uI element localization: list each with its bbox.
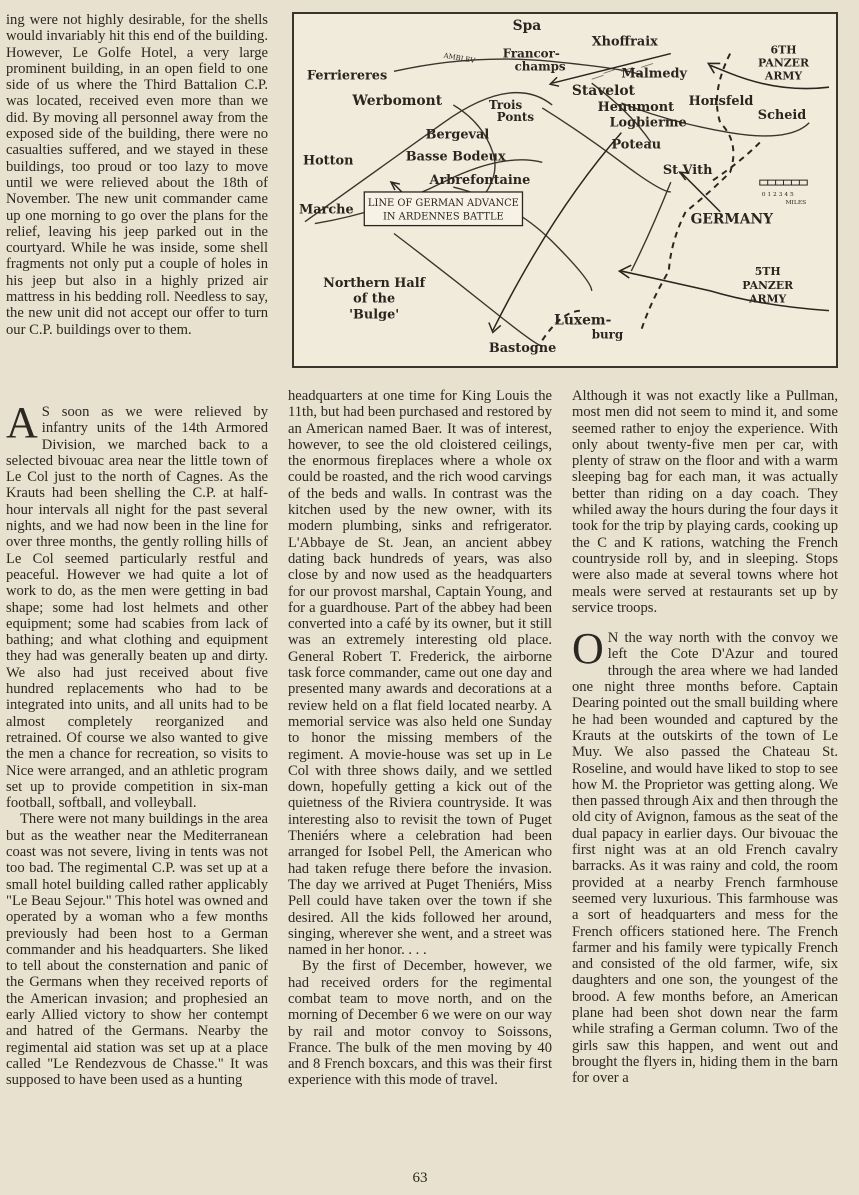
place-logbierme: Logbierme bbox=[609, 115, 687, 131]
army-5th-2: PANZER bbox=[742, 278, 794, 292]
place-bassebodeux: Basse Bodeux bbox=[405, 149, 506, 165]
place-francorchamps-2: champs bbox=[514, 59, 566, 74]
scale-bar bbox=[760, 180, 807, 185]
place-hotton: Hotton bbox=[302, 153, 354, 169]
place-bergeval: Bergeval bbox=[425, 127, 490, 143]
place-troisponts-1: Trois bbox=[488, 97, 523, 112]
page-number: 63 bbox=[412, 1170, 428, 1186]
bulge-label-2: of the bbox=[353, 291, 396, 307]
place-francorchamps-1: Francor- bbox=[502, 46, 560, 61]
place-ferrieres: Ferriereres bbox=[306, 68, 388, 84]
column-1-top bbox=[6, 12, 268, 338]
place-xhoffraix: Xhoffraix bbox=[591, 34, 658, 50]
place-malmedy: Malmedy bbox=[621, 66, 687, 82]
legend-line-1: LINE OF GERMAN ADVANCE bbox=[367, 197, 519, 209]
scale-ticks: 0 1 2 3 4 5 bbox=[761, 190, 794, 198]
paragraph: ing were not highly desirable, for the shells would invariably hit this end of the building. However, Le Golfe Hotel, a very large prominent building, in an open field to one side of us where the Third Battalion C.P. was located, received even more than we did. By moving all personnel away from the exposed side of the building, there were no casualties suffered, and we stayed in these buildings, too proud or too lazy to move until we were relieved about the 18th of November. The new unit commander came up one morning to go over the plans for the relief, leaving his jeep parked out in the courtyard. While he was inside, some shell fragments not only put a couple of holes in his jeep but also in a highly prized air mattress in his bedding roll. Needless to say, the new unit did not accept our offer to turn our C.P. buildings over to them. bbox=[6, 12, 268, 338]
army-6th-3: ARMY bbox=[764, 69, 803, 83]
place-arbrefontaine: Arbrefontaine bbox=[429, 173, 531, 189]
place-bastogne: Bastogne bbox=[488, 341, 557, 357]
paragraph: A S soon as we were relieved by infantry units of the 14th Armored Division, we marched back to a selected bivouac area near the little town of Le Col just to the north of Cagnes. As the Krauts had been shelling the C.P. at half-hour intervals all night for the past several nights, and we had now been in the line for over three months, the gently rolling hills of Le Col seemed particularly restful and peaceful. However we had quite a lot of work to do, as the men were getting in bad shape; some had lost helmets and other equipment; some had scabies from lack of bathing; and what clothing and equipment they had was generally beaten up and dirty. We also had just received about five hundred replacements who had to be integrated into units, and all units had to be almost completely reorganized and retrained. Of course we also wanted to give the men a chance for recreation, so visits to Nice were arranged, and an athletic program set up to provide competition in six-man football, softball, and volleyball. bbox=[6, 398, 268, 812]
column-2 bbox=[288, 388, 552, 1089]
paragraph: There were not many buildings in the area but as the weather near the Mediterranean coast was not severe, living in tents was not too bad. The regimental C.P. was set up at a small hotel building called rather applicably "Le Beau Sejour." This hotel was owned and operated by a woman who a few months previously had been host to a German commander and his headquarters. She liked to tell about the consternation and panic of the Germans when they received reports of the American invasion; and prophesied an early Allied victory to show her contempt and hatred of the Germans. Nearby the regimental aid station was set up at a place called "Le Rendezvous de Chasse." It was supposed to have been used as a hunting bbox=[6, 811, 268, 1089]
drop-cap: A bbox=[6, 398, 38, 447]
army-6th-1: 6TH bbox=[770, 43, 797, 57]
place-scheid: Scheid bbox=[757, 107, 807, 123]
place-germany: GERMANY bbox=[690, 211, 773, 228]
column-3 bbox=[572, 388, 838, 1086]
place-luxemburg-1: Luxem- bbox=[554, 312, 612, 329]
place-werbomont: Werbomont bbox=[352, 92, 443, 109]
place-marche: Marche bbox=[299, 202, 354, 218]
river-amblev: AMBLEV bbox=[443, 51, 476, 65]
paragraph: headquarters at one time for King Louis the 11th, but had been purchased and restored by an American named Baer. It was of interest, however, to see the old cloistered ceilings, the enormous fireplaces where a whole ox could be roasted, and the rich wood carvings of the beds and walls. In contrast was the kitchen used by the new owner, with its modern plumbing, sinks and refrigerator. L'Abbaye de St. Jean, an ancient abbey dating back hundreds of years, was also close by and now used as the headquarters for our provost marshal, Captain Young, and for a guardhouse. Part of the abbey had been converted into a café by its owner, but it still was an extremely interesting old place. General Robert T. Frederick, the airborne task force commander, came out one day and presented many awards and decorations at a review held on a flat field located nearby. A memorial service was also held one Sunday to honor the missing members of the regiment. A movie-house was set up in Le Col with three shows daily, and we settled down, hopefully getting a kick out of the quietness of the Riviera countryside. It was interesting also to revisit the town of Puget Theniérs where a celebration had been arranged for Isobel Pell, the American who had taken refuge there before the invasion. The day we arrived at Puget Theniérs, Miss Pell could have taken over the town if she desired. All the kids followed her around, singing, wherever she went, and a street was named in her honor. . . . bbox=[288, 388, 552, 959]
map-drawing bbox=[294, 14, 836, 366]
ardennes-map bbox=[292, 12, 838, 368]
place-luxemburg-2: burg bbox=[591, 327, 624, 342]
army-5th-3: ARMY bbox=[749, 292, 787, 306]
column-1-bottom bbox=[6, 398, 268, 1089]
bulge-label-1: Northern Half bbox=[323, 275, 426, 291]
bulge-label-3: 'Bulge' bbox=[349, 307, 400, 323]
paragraph: O N the way north with the convoy we left the Cote D'Azur and toured through the area where we had landed one night three months before. Captain Dearing pointed out the small building where he had been wounded and captured by the Krauts at the outskirts of the town of Le Muy. We also passed the Chateau St. Roseline, and would have liked to stop to see how M. the Proprietor was getting along. We then passed through Aix and then through the old city of Avignon, famous as the seat of the dual papacy in earlier days. Our bivouac the first night was at an old French cavalry barracks. As it was rainy and cold, the room provided at a nearby French farmhouse seemed very luxurious. This farmhouse was a sort of headquarters and mess for the French officers stationed here. The French farmer and his family were typically French and consisted of the old farmer, wife, six daughters and one son, the youngest of the brood. A few months before, an American plane had been shot down near the farm while strafing a German column. Two of the girls saw this happen, and went out and brought the flyers in, hiding them in the barn for over a bbox=[572, 624, 838, 1087]
place-henumont: Henumont bbox=[597, 99, 675, 115]
army-6th-2: PANZER bbox=[758, 56, 810, 70]
drop-cap: O bbox=[572, 624, 604, 674]
place-troisponts-2: Ponts bbox=[496, 109, 535, 124]
place-stvith: St.Vith bbox=[662, 163, 713, 179]
place-honsfeld: Honsfeld bbox=[688, 93, 754, 109]
army-5th-1: 5TH bbox=[754, 265, 781, 279]
legend-line-2: IN ARDENNES BATTLE bbox=[383, 211, 504, 223]
place-spa: Spa bbox=[512, 17, 542, 34]
paragraph: By the first of December, however, we had received orders for the regimental combat team to move north, and on the morning of December 6 we were on our way by rail and motor convoy to Soissons, France. The bulk of the men moving by 40 and 8 French boxcars, and this was their first experience with this mode of travel. bbox=[288, 958, 552, 1089]
scale-label: MILES bbox=[785, 198, 807, 206]
place-stavelot: Stavelot bbox=[571, 83, 635, 100]
place-poteau: Poteau bbox=[611, 137, 662, 153]
paragraph: Although it was not exactly like a Pullman, most men did not seem to mind it, and some seemed rather to enjoy the experience. With only about twenty-five men per car, with plenty of straw on the floor and with a warm sleeping bag for each man, it was actually better than riding on a day coach. They whiled away the hours during the four days it took for the trip by playing cards, cooking up the C and K rations, watching the French countryside roll by, and in sleeping. Stops were also made at several towns where hot meals were served at restaurants set up by service troops. bbox=[572, 388, 838, 616]
